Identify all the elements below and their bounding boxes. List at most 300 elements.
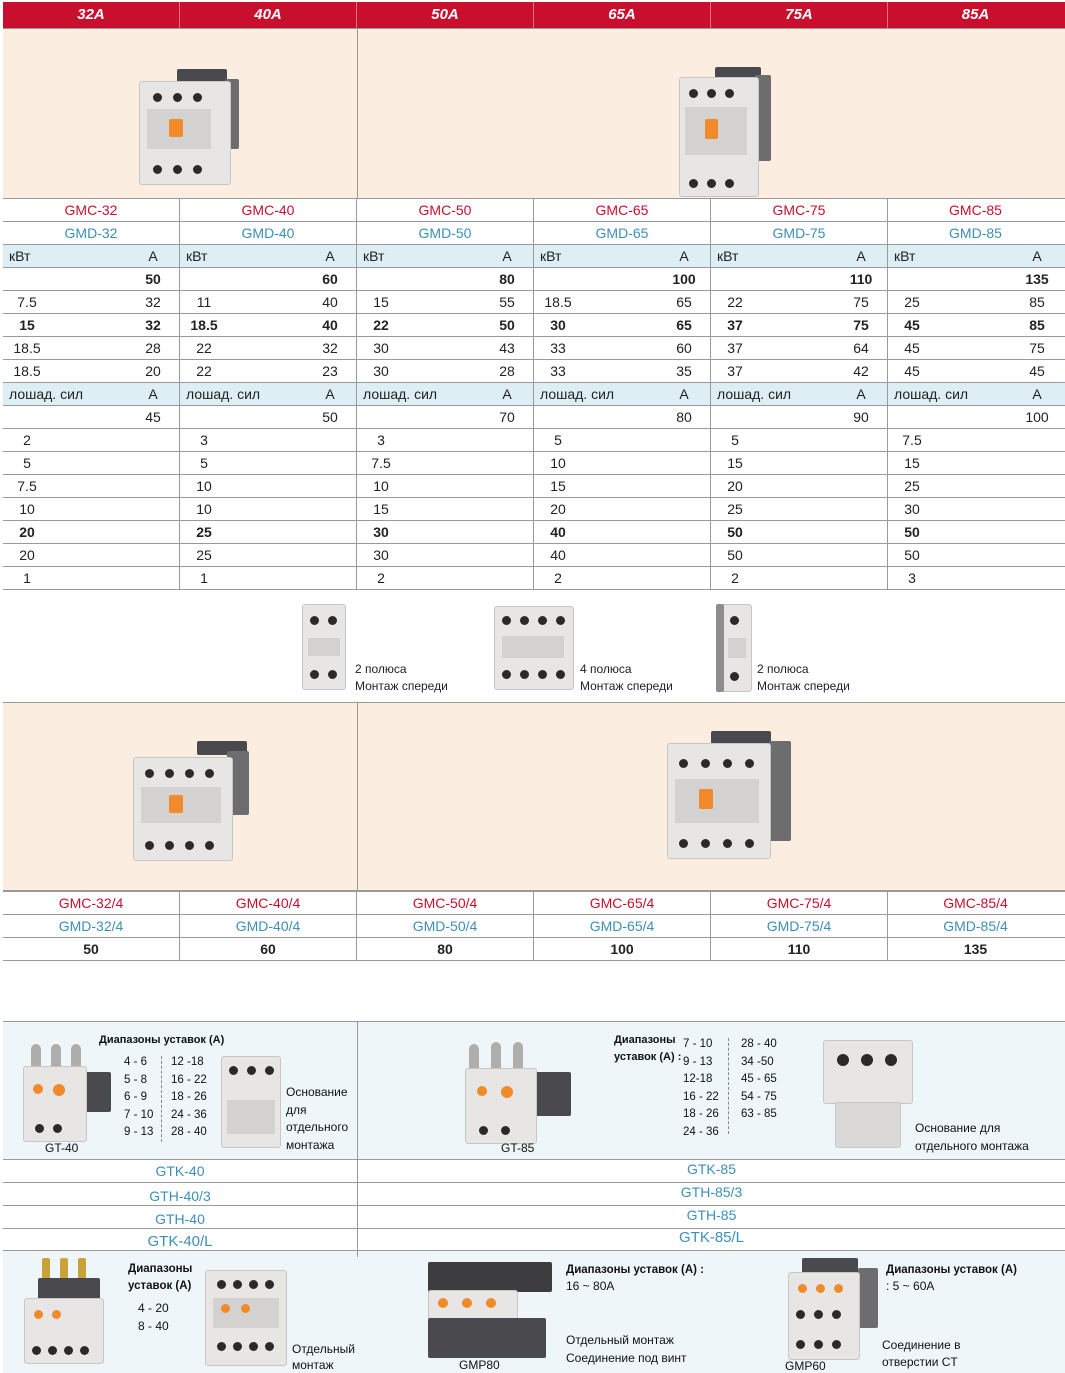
gmd-model-text: GMD-50 bbox=[418, 225, 472, 241]
gmc4-model-text: GMC-50/4 bbox=[412, 895, 478, 911]
hp-cell bbox=[711, 567, 888, 589]
hp-cell-text: 3 bbox=[200, 432, 208, 448]
rated-current-text: 60 bbox=[322, 271, 338, 287]
amp-header bbox=[3, 2, 1065, 28]
hp-cell bbox=[888, 567, 1063, 589]
rated-current-hp bbox=[180, 406, 357, 428]
power-cell-right: 32 bbox=[145, 294, 161, 310]
hp-cell-text: 15 bbox=[904, 455, 920, 471]
hp-row bbox=[3, 567, 1065, 590]
hp-cell bbox=[711, 544, 888, 566]
hp-row bbox=[3, 452, 1065, 475]
rated4-current bbox=[534, 938, 711, 960]
gmc-model-text: GMC-40 bbox=[241, 202, 295, 218]
unit-cell bbox=[534, 245, 711, 267]
hp-cell-text: 50 bbox=[904, 547, 920, 563]
hp-cell bbox=[357, 475, 534, 497]
hp-cell-text: 25 bbox=[196, 524, 212, 540]
power-cell bbox=[180, 291, 357, 313]
hp-cell-text: 10 bbox=[196, 478, 212, 494]
power-cell bbox=[711, 314, 888, 336]
contactor-photo-area bbox=[3, 28, 1065, 199]
power-cell-right: 32 bbox=[322, 340, 338, 356]
gmd-model bbox=[3, 222, 180, 244]
relay-model-40: GTH-40 bbox=[3, 1206, 358, 1228]
rated-current bbox=[711, 268, 888, 290]
hp-cell-text: 1 bbox=[200, 570, 208, 586]
rated4-current bbox=[888, 938, 1063, 960]
relay-row bbox=[3, 1159, 1065, 1182]
aux-3-poles: 2 полюса bbox=[757, 662, 809, 676]
rated-current-hp bbox=[534, 406, 711, 428]
unit-a: A bbox=[856, 386, 866, 402]
power-cell bbox=[3, 337, 180, 359]
power-cell-left: 37 bbox=[727, 317, 743, 333]
unit-a: A bbox=[1032, 248, 1042, 264]
rated4-current bbox=[711, 938, 888, 960]
aux-block-side-image bbox=[716, 604, 752, 692]
power-row bbox=[3, 291, 1065, 314]
rated-current-hp-text: 80 bbox=[676, 409, 692, 425]
gmp80-range: 16 ~ 80A bbox=[566, 1279, 615, 1293]
hp-cell-text: 2 bbox=[377, 570, 385, 586]
gmp60-range: : 5 ~ 60A bbox=[886, 1279, 935, 1293]
power-cell-left: 37 bbox=[727, 363, 743, 379]
gmd4-model-text: GMD-65/4 bbox=[589, 918, 655, 934]
hp-cell bbox=[534, 567, 711, 589]
power-cell-right: 20 bbox=[145, 363, 161, 379]
hp-cell-text: 5 bbox=[731, 432, 739, 448]
gmd4-model-text: GMD-50/4 bbox=[412, 918, 478, 934]
power-cell bbox=[180, 314, 357, 336]
hp-cell bbox=[711, 452, 888, 474]
gt40base-item: отдельного bbox=[286, 1120, 349, 1134]
gmd4-model bbox=[534, 915, 711, 937]
gt85c1-item: 16 - 22 bbox=[683, 1090, 719, 1103]
gmc4-model bbox=[534, 892, 711, 914]
power-cell-left: 45 bbox=[904, 363, 920, 379]
gmp80-desc-1: Отдельный монтаж bbox=[566, 1333, 674, 1347]
rated-current bbox=[180, 268, 357, 290]
gtk40l-range-1: 4 - 20 bbox=[138, 1301, 169, 1315]
hp-cell bbox=[3, 521, 180, 543]
rated-current-hp-text: 90 bbox=[853, 409, 869, 425]
power-cell-left: 37 bbox=[727, 340, 743, 356]
gmd4-row bbox=[3, 915, 1065, 938]
gmc-model bbox=[534, 199, 711, 221]
gtk40l-range-title-2: уставок (A) bbox=[128, 1280, 192, 1292]
gmd-model-text: GMD-32 bbox=[64, 225, 118, 241]
rated4-current bbox=[180, 938, 357, 960]
gmc-model bbox=[357, 199, 534, 221]
hp-cell-text: 3 bbox=[908, 570, 916, 586]
power-cell-left: 15 bbox=[19, 317, 35, 333]
power-cell bbox=[357, 291, 534, 313]
hp-cell bbox=[534, 452, 711, 474]
relay-row bbox=[3, 1182, 1065, 1205]
gt85base-item: отдельного монтажа bbox=[915, 1138, 1029, 1153]
power-cell-left: 18.5 bbox=[13, 363, 41, 379]
unit-hp: лошад. сил bbox=[894, 386, 969, 402]
power-cell bbox=[888, 314, 1063, 336]
gt40c2-item: 28 - 40 bbox=[171, 1126, 207, 1138]
hp-cell bbox=[180, 429, 357, 451]
unit-hp: лошад. сил bbox=[186, 386, 261, 402]
unit-cell bbox=[711, 383, 888, 405]
gmd4-model bbox=[180, 915, 357, 937]
contactor-4pole-image-large bbox=[665, 731, 795, 859]
power-cell-right: 40 bbox=[322, 294, 338, 310]
gt85c1-item: 12-18 bbox=[683, 1073, 713, 1085]
gt40base-item: для bbox=[286, 1102, 307, 1117]
hp-cell-text: 2 bbox=[23, 432, 31, 448]
power-cell bbox=[357, 314, 534, 336]
hp-cell bbox=[3, 567, 180, 589]
gmc-model bbox=[711, 199, 888, 221]
gt85c2-item: 34 -50 bbox=[741, 1055, 774, 1068]
power-cell-left: 22 bbox=[727, 294, 743, 310]
gt85c2-item: 63 - 85 bbox=[741, 1108, 777, 1120]
relay-model-85: GTK-85 bbox=[686, 1161, 736, 1177]
power-row bbox=[3, 337, 1065, 360]
unit-a: A bbox=[325, 386, 335, 402]
unit-cell bbox=[180, 245, 357, 267]
power-cell-right: 23 bbox=[322, 363, 338, 379]
unit-a: A bbox=[148, 386, 158, 402]
power-cell-right: 85 bbox=[1029, 317, 1045, 333]
unit-cell bbox=[711, 245, 888, 267]
hp-cell-text: 40 bbox=[550, 547, 566, 563]
power-cell-left: 18.5 bbox=[544, 294, 572, 310]
gt85c1-item: 18 - 26 bbox=[683, 1108, 719, 1120]
power-cell-left: 33 bbox=[550, 363, 566, 379]
gt85-range-title-2: уставок (A) : bbox=[614, 1051, 682, 1063]
power-cell bbox=[534, 337, 711, 359]
gmc-model bbox=[3, 199, 180, 221]
gmc-row bbox=[3, 199, 1065, 222]
hp-cell-text: 2 bbox=[554, 570, 562, 586]
unit-kw: кВт bbox=[540, 248, 562, 264]
gmc4-model bbox=[180, 892, 357, 914]
power-cell-left: 11 bbox=[196, 294, 212, 310]
rated-current-hp bbox=[711, 406, 888, 428]
rated4-current-text: 80 bbox=[437, 941, 453, 957]
relay-model-40: GTK-40/L bbox=[3, 1229, 358, 1250]
hp-cell bbox=[180, 567, 357, 589]
power-cell-left: 33 bbox=[550, 340, 566, 356]
unit-kw: кВт bbox=[894, 248, 916, 264]
unit-a: A bbox=[679, 248, 689, 264]
hp-cell-text: 25 bbox=[904, 478, 920, 494]
gtk40l-range-title-1: Диапазоны bbox=[128, 1263, 193, 1275]
power-cell bbox=[711, 291, 888, 313]
rated4-current-text: 100 bbox=[610, 941, 634, 957]
unit-a: A bbox=[502, 386, 512, 402]
hp-cell bbox=[357, 429, 534, 451]
gmd-model bbox=[711, 222, 888, 244]
power-cell bbox=[711, 337, 888, 359]
unit-a: A bbox=[1032, 386, 1042, 402]
contactor-image-small bbox=[133, 69, 243, 187]
power-cell bbox=[888, 291, 1063, 313]
hp-cell-text: 50 bbox=[904, 524, 920, 540]
rated-current-row bbox=[3, 268, 1065, 291]
gt40-range-title: Диапазоны уставок (A) bbox=[99, 1034, 225, 1046]
hp-cell-text: 25 bbox=[196, 547, 212, 563]
aux-2-poles: 4 полюса bbox=[580, 662, 632, 676]
hp-cell-text: 2 bbox=[731, 570, 739, 586]
hp-cell-text: 15 bbox=[373, 501, 389, 517]
gmp60-range-title: Диапазоны уставок (A) bbox=[886, 1264, 1017, 1276]
rated-current-text: 110 bbox=[849, 271, 873, 287]
rated-current-text: 135 bbox=[1025, 271, 1049, 287]
hp-cell-text: 15 bbox=[727, 455, 743, 471]
rated-current-hp bbox=[888, 406, 1063, 428]
gt85c1-item: 7 - 10 bbox=[683, 1038, 713, 1050]
unit-cell bbox=[888, 245, 1063, 267]
gt40c1-item: 9 - 13 bbox=[124, 1126, 154, 1138]
power-row bbox=[3, 314, 1065, 337]
hp-cell-text: 20 bbox=[727, 478, 743, 494]
unit-cell bbox=[534, 383, 711, 405]
aux-block-2pole-image bbox=[302, 604, 346, 690]
power-cell bbox=[3, 360, 180, 382]
hp-cell-text: 5 bbox=[200, 455, 208, 471]
hp-cell bbox=[180, 498, 357, 520]
rated-current-hp bbox=[357, 406, 534, 428]
gtk40l-sep-1: Отдельный bbox=[292, 1342, 355, 1356]
contactor-4pole-photo-area bbox=[3, 702, 1065, 891]
gt40-range-col2 bbox=[171, 1054, 207, 1142]
hp-cell-text: 30 bbox=[373, 547, 389, 563]
gmd-model-text: GMD-40 bbox=[241, 225, 295, 241]
gmc4-model bbox=[711, 892, 888, 914]
relay-model-85: GTH-85/3 bbox=[680, 1184, 743, 1200]
hp-cell bbox=[357, 544, 534, 566]
power-cell-right: 28 bbox=[499, 363, 515, 379]
aux-1-mount: Монтаж спереди bbox=[355, 679, 448, 693]
gmc4-model-text: GMC-85/4 bbox=[943, 895, 1008, 911]
hp-cell bbox=[180, 475, 357, 497]
hp-cell bbox=[888, 429, 1063, 451]
power-cell bbox=[357, 337, 534, 359]
hp-cell bbox=[357, 498, 534, 520]
relay-model-85: GTH-85 bbox=[686, 1207, 737, 1223]
gtk40l-base-image bbox=[205, 1270, 287, 1366]
hp-cell-text: 50 bbox=[727, 547, 743, 563]
hp-cell-text: 15 bbox=[550, 478, 566, 494]
power-cell-left: 22 bbox=[196, 340, 212, 356]
gt85c2-item: 28 - 40 bbox=[741, 1038, 777, 1050]
gmd4-model bbox=[3, 915, 180, 937]
gt40c2-item: 24 - 36 bbox=[171, 1108, 207, 1121]
gt40c1-item: 4 - 6 bbox=[124, 1056, 148, 1068]
gt85-range-col2 bbox=[741, 1036, 777, 1124]
hp-cell bbox=[711, 429, 888, 451]
aux-1-poles: 2 полюса bbox=[355, 662, 407, 676]
hp-cell-text: 30 bbox=[904, 501, 920, 517]
spec-table-4pole bbox=[3, 891, 1065, 961]
hp-cell-text: 10 bbox=[196, 501, 212, 517]
hp-row bbox=[3, 498, 1065, 521]
hp-cell bbox=[711, 498, 888, 520]
unit-cell bbox=[357, 245, 534, 267]
hp-cell-text: 20 bbox=[550, 501, 566, 517]
hp-cell bbox=[534, 475, 711, 497]
hp-row bbox=[3, 544, 1065, 567]
hp-row bbox=[3, 429, 1065, 452]
gtk40l-relay-image bbox=[24, 1258, 104, 1366]
power-cell-left: 30 bbox=[373, 363, 389, 379]
rated-current-text: 100 bbox=[672, 271, 696, 287]
gmd-model-text: GMD-65 bbox=[595, 225, 649, 241]
gmd4-model-text: GMD-40/4 bbox=[235, 918, 301, 934]
gt85-range-title-1: Диапазоны bbox=[614, 1034, 676, 1046]
power-cell bbox=[888, 360, 1063, 382]
power-cell-right: 75 bbox=[853, 317, 869, 333]
gmp80-model: GMP80 bbox=[459, 1358, 500, 1372]
rated-current-hp bbox=[3, 406, 180, 428]
gt40-base-label bbox=[286, 1084, 348, 1154]
gmp60-desc-1: Соединение в bbox=[882, 1338, 961, 1352]
relay-model-40: GTK-40 bbox=[3, 1160, 358, 1182]
aux-2-mount: Монтаж спереди bbox=[580, 679, 673, 693]
hp-cell bbox=[711, 521, 888, 543]
rated4-current bbox=[3, 938, 180, 960]
header-65a: 65A bbox=[534, 2, 711, 28]
power-cell bbox=[180, 337, 357, 359]
hp-cell bbox=[711, 475, 888, 497]
gmc4-model-text: GMC-32/4 bbox=[58, 895, 124, 911]
header-32a: 32A bbox=[3, 2, 180, 28]
power-cell bbox=[3, 314, 180, 336]
unit-a: A bbox=[679, 386, 689, 402]
gt40-model-label: GT-40 bbox=[45, 1141, 79, 1155]
power-cell-left: 30 bbox=[550, 317, 566, 333]
gmd-model bbox=[534, 222, 711, 244]
power-cell bbox=[534, 314, 711, 336]
gt40c1-item: 5 - 8 bbox=[124, 1073, 148, 1086]
power-cell-right: 32 bbox=[145, 317, 161, 333]
unit-kw: кВт bbox=[186, 248, 208, 264]
hp-cell-text: 40 bbox=[550, 524, 566, 540]
rated4-row bbox=[3, 938, 1065, 961]
hp-cell bbox=[3, 498, 180, 520]
gmp60-desc-2: отверстии CT bbox=[882, 1355, 958, 1369]
gt40c2-item: 18 - 26 bbox=[171, 1091, 207, 1103]
rated-current-text: 80 bbox=[499, 271, 515, 287]
power-cell-left: 25 bbox=[904, 294, 920, 310]
hp-cell bbox=[3, 475, 180, 497]
unit-cell bbox=[3, 245, 180, 267]
hp-cell-text: 20 bbox=[19, 547, 35, 563]
power-cell-right: 64 bbox=[853, 340, 869, 356]
header-40a: 40A bbox=[180, 2, 357, 28]
gt40c2-item: 16 - 22 bbox=[171, 1073, 207, 1086]
unit-kw: кВт bbox=[9, 248, 31, 264]
power-cell-right: 60 bbox=[676, 340, 692, 356]
hp-cell bbox=[180, 452, 357, 474]
power-cell bbox=[888, 337, 1063, 359]
hp-cell bbox=[534, 498, 711, 520]
rated-current bbox=[888, 268, 1063, 290]
relay-row bbox=[3, 1205, 1065, 1228]
hp-cell-text: 50 bbox=[727, 524, 743, 540]
gmd4-model-text: GMD-75/4 bbox=[766, 918, 832, 934]
gt40c1-item: 6 - 9 bbox=[124, 1091, 148, 1103]
power-row bbox=[3, 360, 1065, 383]
power-cell-right: 35 bbox=[676, 363, 692, 379]
hp-cell-text: 7.5 bbox=[371, 455, 391, 471]
units-kw-row bbox=[3, 245, 1065, 268]
gt40c2-item: 12 -18 bbox=[171, 1056, 204, 1068]
unit-hp: лошад. сил bbox=[717, 386, 792, 402]
power-cell bbox=[534, 291, 711, 313]
rated-current-text: 50 bbox=[145, 271, 161, 287]
gt85-model-label: GT-85 bbox=[501, 1141, 535, 1155]
gmd4-model bbox=[357, 915, 534, 937]
power-cell-left: 22 bbox=[373, 317, 389, 333]
power-cell-right: 75 bbox=[1029, 340, 1045, 356]
rated4-current-text: 60 bbox=[260, 941, 276, 957]
gtk40l-sep-2: монтаж bbox=[292, 1358, 334, 1372]
power-cell-left: 18.5 bbox=[13, 340, 41, 356]
rated-current bbox=[3, 268, 180, 290]
hp-cell-text: 10 bbox=[550, 455, 566, 471]
power-cell-right: 28 bbox=[145, 340, 161, 356]
contactor-image-large bbox=[675, 67, 775, 199]
hp-cell-text: 7.5 bbox=[17, 478, 37, 494]
power-cell-right: 75 bbox=[853, 294, 869, 310]
hp-cell-text: 5 bbox=[23, 455, 31, 471]
gmc-model-text: GMC-32 bbox=[64, 202, 118, 218]
unit-a: A bbox=[502, 248, 512, 264]
power-cell-right: 43 bbox=[499, 340, 515, 356]
gmc-model-text: GMC-75 bbox=[772, 202, 826, 218]
gmc4-model bbox=[888, 892, 1063, 914]
hp-cell-text: 10 bbox=[373, 478, 389, 494]
power-cell-right: 65 bbox=[676, 317, 692, 333]
rated4-current-text: 110 bbox=[787, 941, 811, 957]
header-85a: 85A bbox=[961, 6, 990, 23]
power-cell-right: 65 bbox=[676, 294, 692, 310]
gmd-model bbox=[357, 222, 534, 244]
gtk40l-range-2: 8 - 40 bbox=[138, 1318, 169, 1333]
relay-model-40: GTH-40/3 bbox=[3, 1183, 358, 1205]
power-cell-left: 22 bbox=[196, 363, 212, 379]
gmc-model-text: GMC-50 bbox=[418, 202, 472, 218]
hp-cell bbox=[534, 429, 711, 451]
unit-cell bbox=[888, 383, 1063, 405]
power-cell-left: 30 bbox=[373, 340, 389, 356]
gt40-relay-image bbox=[23, 1044, 113, 1146]
power-cell bbox=[180, 360, 357, 382]
hp-cell-text: 3 bbox=[377, 432, 385, 448]
gmd4-model-text: GMD-85/4 bbox=[943, 918, 1008, 934]
unit-hp: лошад. сил bbox=[363, 386, 438, 402]
relay-model-85: GTK-85/L bbox=[678, 1229, 745, 1246]
gmc-model-text: GMC-65 bbox=[595, 202, 649, 218]
hp-cell bbox=[888, 452, 1063, 474]
hp-cell-text: 7.5 bbox=[902, 432, 922, 448]
unit-a: A bbox=[148, 248, 158, 264]
hp-cell-text: 10 bbox=[19, 501, 35, 517]
hp-cell-text: 20 bbox=[19, 524, 35, 540]
unit-cell bbox=[180, 383, 357, 405]
power-cell-left: 7.5 bbox=[17, 294, 37, 310]
gmd4-model bbox=[711, 915, 888, 937]
unit-a: A bbox=[325, 248, 335, 264]
